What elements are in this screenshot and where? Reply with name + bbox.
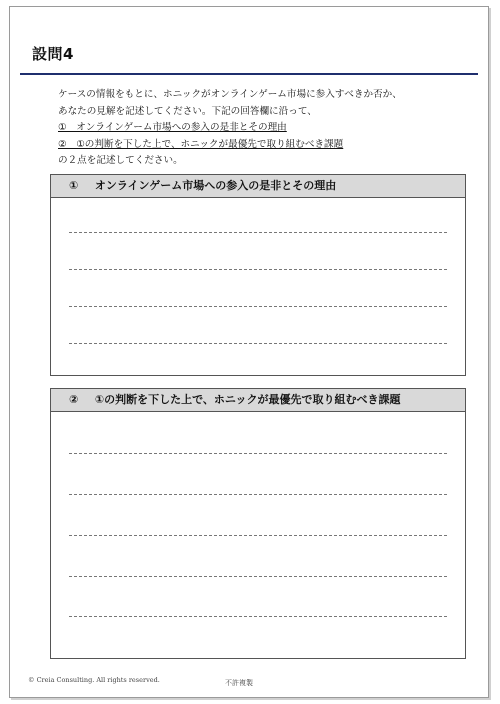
answer-line[interactable] [69, 453, 447, 454]
answer-box-2-heading: ①の判断を下した上で、ホニックが最優先で取り組むべき課題 [94, 393, 401, 406]
answer-line[interactable] [69, 269, 447, 270]
answer-box-2-header [51, 389, 465, 412]
instruction-line-3: の２点を記述してください。 [58, 155, 183, 166]
question-title: 設問4 [32, 45, 74, 63]
instruction-item-2: ② ①の判断を下した上で、ホニックが最優先で取り組むべき課題 [58, 138, 344, 150]
instructions [58, 87, 478, 170]
answer-box-1-header [51, 175, 465, 198]
answer-line[interactable] [69, 535, 447, 536]
answer-line[interactable] [69, 232, 447, 233]
answer-line[interactable] [69, 306, 447, 307]
answer-line[interactable] [69, 616, 447, 617]
answer-box-2-number: ② [69, 393, 79, 406]
answer-line[interactable] [69, 494, 447, 495]
title-divider [20, 73, 478, 75]
instruction-line-2: あなたの見解を記述してください。下記の回答欄に沿って、 [58, 105, 317, 117]
answer-box-1 [50, 174, 466, 376]
answer-box-1-number: ① [69, 179, 79, 192]
worksheet-page [9, 6, 489, 698]
answer-line[interactable] [69, 343, 447, 344]
instruction-item-1: ① オンラインゲーム市場への参入の是非とその理由 [58, 122, 287, 133]
answer-box-2 [50, 388, 466, 659]
answer-box-1-heading: オンラインゲーム市場への参入の是非とその理由 [94, 179, 337, 192]
copyright-notice: © Creia Consulting. All rights reserved. [28, 676, 160, 684]
footer-note: 不許複製 [225, 679, 253, 687]
answer-line[interactable] [69, 576, 447, 577]
instruction-line-1: ケースの情報をもとに、ホニックがオンラインゲーム市場に参入すべきか否か、 [58, 89, 402, 100]
